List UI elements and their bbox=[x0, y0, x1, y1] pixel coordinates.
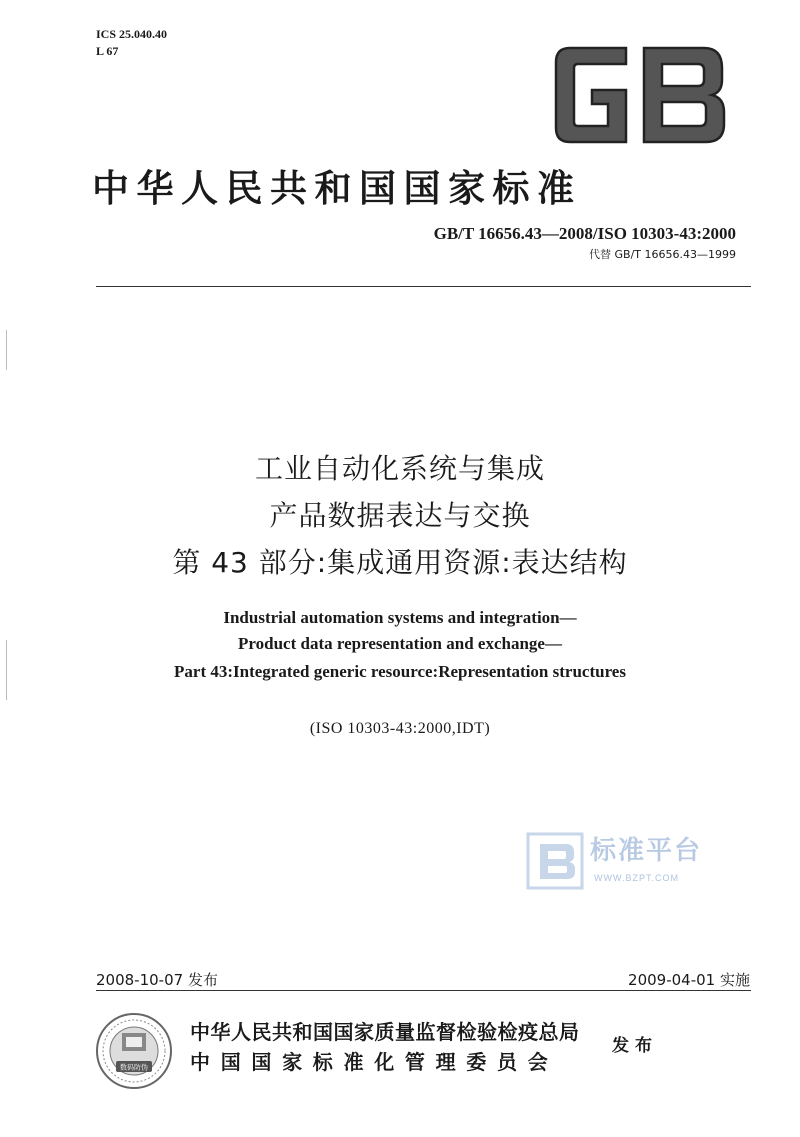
classification-block bbox=[96, 26, 167, 60]
chinese-title-line-3: 第 43 部分:集成通用资源:表达结构 bbox=[172, 546, 628, 579]
implementation-date: 2009-04-01 实施 bbox=[628, 971, 750, 989]
issue-date: 2008-10-07 发布 bbox=[96, 971, 218, 989]
issuer-sac: 中国国家标准化管理委员会 bbox=[190, 1050, 559, 1074]
bottom-divider bbox=[96, 990, 751, 991]
anti-counterfeit-seal-icon bbox=[94, 1011, 174, 1091]
publish-label: 发布 bbox=[612, 1036, 658, 1056]
watermark-url: WWW.BZPT.COM bbox=[594, 873, 679, 883]
standard-type-title: 中华人民共和国国家标准 bbox=[92, 167, 582, 210]
ccs-code: L 67 bbox=[96, 44, 119, 58]
top-divider bbox=[96, 286, 751, 287]
chinese-title-line-2: 产品数据表达与交换 bbox=[269, 499, 531, 532]
issuer-aqsiq: 中华人民共和国国家质量监督检验检疫总局 bbox=[190, 1020, 580, 1044]
english-title-line-3: Part 43:Integrated generic resource:Representation structures bbox=[174, 662, 626, 681]
scan-mark bbox=[6, 330, 7, 370]
chinese-title-line-1: 工业自动化系统与集成 bbox=[254, 452, 545, 485]
replaces-note: 代替 GB/T 16656.43—1999 bbox=[589, 248, 736, 261]
watermark-text: 标准平台 bbox=[590, 836, 703, 866]
standard-number: GB/T 16656.43—2008/ISO 10303-43:2000 bbox=[433, 224, 736, 243]
seal-text: 数码防伪 bbox=[120, 1063, 148, 1072]
iso-equivalence: (ISO 10303-43:2000,IDT) bbox=[309, 720, 491, 737]
gb-logo bbox=[548, 40, 730, 150]
watermark-logo-icon bbox=[526, 832, 584, 890]
english-title-line-2: Product data representation and exchange— bbox=[238, 634, 562, 653]
english-title-line-1: Industrial automation systems and integration— bbox=[223, 608, 577, 627]
scan-mark bbox=[6, 640, 7, 700]
ics-code: ICS 25.040.40 bbox=[96, 27, 168, 41]
